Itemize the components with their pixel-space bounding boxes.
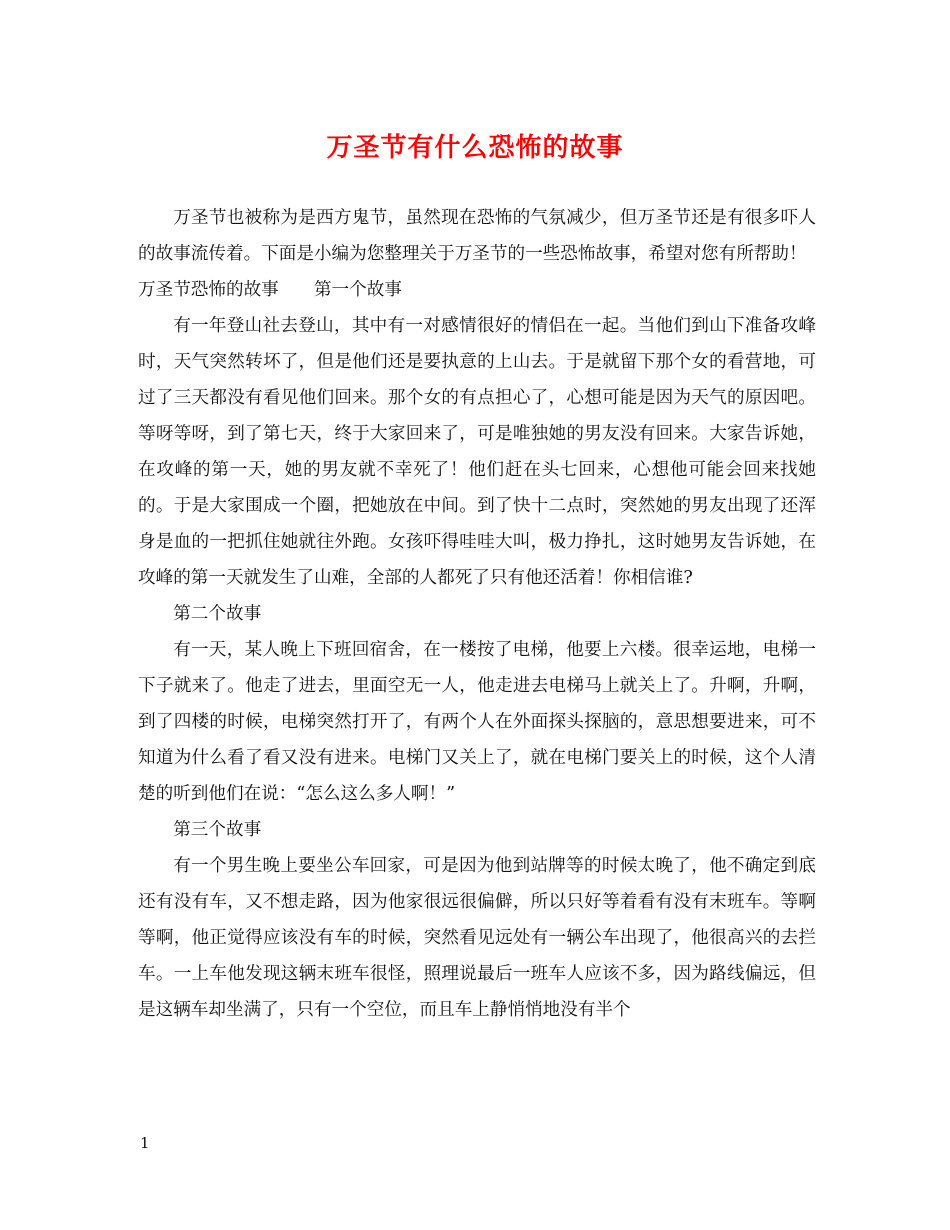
document-body	[138, 200, 816, 1028]
story-one-paragraph: 有一年登山社去登山，其中有一对感情很好的情侣在一起。当他们到山下准备攻峰时，天气突然转坏了，但是他们还是要执意的上山去。于是就留下那个女的看营地，可过了三天都没有看见他们回来。那个女的有点担心了，心想可能是因为天气的原因吧。等呀等呀，到了第七天，终于大家回来了，可是唯独她的男友没有回来。大家告诉她，在攻峰的第一天，她的男友就不幸死了！他们赶在头七回来，心想他可能会回来找她的。于是大家围成一个圈，把她放在中间。到了快十二点时，突然她的男友出现了还浑身是血的一把抓住她就往外跑。女孩吓得哇哇大叫，极力挣扎，这时她男友告诉她，在攻峰的第一天就发生了山难，全部的人都死了只有他还活着！你相信谁?	[138, 316, 816, 588]
page-number: 1	[140, 1134, 150, 1152]
story-three-heading: 第三个故事	[173, 820, 262, 840]
story-three-paragraph: 有一个男生晚上要坐公车回家，可是因为他到站牌等的时候太晚了，他不确定到底还有没有车，又不想走路，因为他家很远很偏僻，所以只好等着看有没有末班车。等啊等啊，他正觉得应该没有车的时候，突然看见远处有一辆公车出现了，他很高兴的去拦车。一上车他发现这辆末班车很怪，照理说最后一班车人应该不多，因为路线偏远，但是这辆车却坐满了，只有一个空位，而且车上静悄悄地没有半个	[138, 856, 816, 1020]
story-two-paragraph: 有一天，某人晚上下班回宿舍，在一楼按了电梯，他要上六楼。很幸运地，电梯一下子就来了。他走了进去，里面空无一人，他走进去电梯马上就关上了。升啊，升啊，到了四楼的时候，电梯突然打开了，有两个人在外面探头探脑的，意思想要进来，可不知道为什么看了看又没有进来。电梯门又关上了，就在电梯门要关上的时候，这个人清楚的听到他们在说：“怎么这么多人啊！”	[138, 640, 816, 804]
document-title: 万圣节有什么恐怖的故事	[326, 133, 624, 163]
story-one-heading: 万圣节恐怖的故事 第一个故事	[138, 280, 402, 300]
story-two-heading: 第二个故事	[173, 604, 262, 624]
intro-paragraph: 万圣节也被称为是西方鬼节，虽然现在恐怖的气氛减少，但万圣节还是有很多吓人的故事流传着。下面是小编为您整理关于万圣节的一些恐怖故事，希望对您有所帮助！	[138, 208, 816, 264]
